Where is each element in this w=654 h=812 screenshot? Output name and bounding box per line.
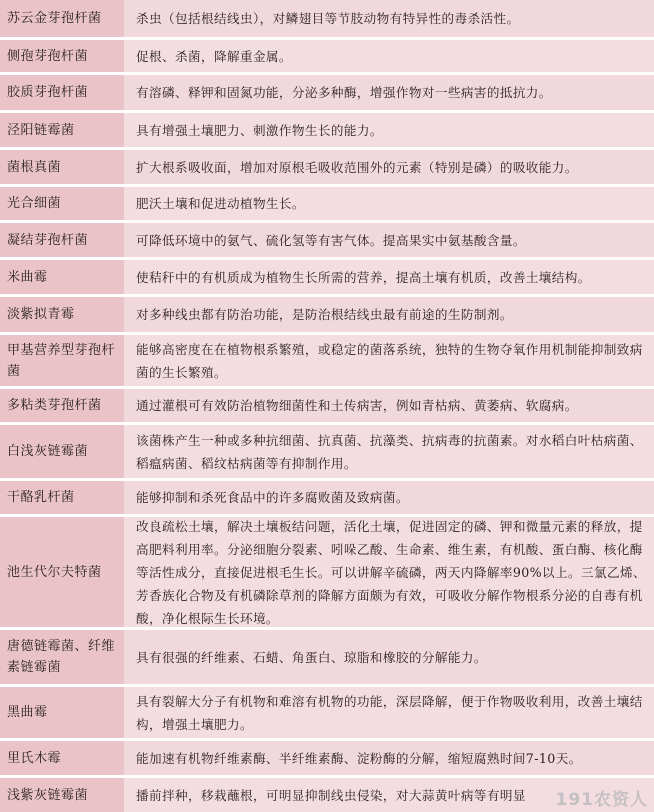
strain-function: 杀虫（包括根结线虫），对鳞翅目等节肢动物有特异性的毒杀活性。 [124,0,654,37]
table-row [0,75,654,110]
table-row [0,223,654,257]
row-divider [0,478,654,481]
table-row [0,425,654,478]
strain-function: 肥沃土壤和促进动植物生长。 [124,187,654,220]
strain-name: 胶质芽孢杆菌 [0,75,122,110]
row-divider [0,257,654,260]
row-divider [0,184,654,187]
table-row [0,517,654,627]
strain-function: 扩大根系吸收面，增加对原根毛吸收范围外的元素（特别是磷）的吸收能力。 [124,150,654,184]
strain-name: 里氏木霉 [0,741,122,775]
strain-function: 改良疏松土壤，解决土壤板结问题，活化土壤，促进固定的磷、钾和微量元素的释放，提高肥料利用率。分泌细胞分裂素、吲哚乙酸、生命素、维生素，有机酸、蛋白酶、核化酶等活性成分，直接促进根毛生长。可以讲解辛硫磷，两天内降解率90%以上。三氯乙烯、芳香族化合物及有机磷除草剂的降解方面颇为有效，可吸收分解作物根系分泌的自毒有机酸，净化根际生长环境。 [124,517,654,627]
strain-function: 能够高密度在在植物根系繁殖，或稳定的菌落系统，独特的生物夺氧作用机制能抑制致病菌的生长繁殖。 [124,335,654,386]
row-divider [0,684,654,687]
strain-name: 光合细菌 [0,187,122,220]
strain-name: 泾阳链霉菌 [0,113,122,147]
row-divider [0,72,654,75]
row-divider [0,386,654,389]
strain-function: 促根、杀菌，降解重金属。 [124,40,654,72]
strain-name: 凝结芽孢杆菌 [0,223,122,257]
table-row [0,481,654,514]
table-row [0,389,654,422]
table-row [0,297,654,332]
strain-function: 使秸秆中的有机质成为植物生长所需的营养，提高土壤有机质，改善土壤结构。 [124,260,654,294]
strain-function: 具有增强土壤肥力、刺激作物生长的能力。 [124,113,654,147]
table-row [0,150,654,184]
strain-name: 淡紫拟青霉 [0,297,122,332]
strain-function: 可降低环境中的氨气、硫化氢等有害气体。提高果实中氨基酸含量。 [124,223,654,257]
strain-function: 具有很强的纤维素、石蜡、角蛋白、琼脂和橡胶的分解能力。 [124,630,654,684]
strain-name: 池生代尔夫特菌 [0,517,122,627]
strain-name: 白浅灰链霉菌 [0,425,122,478]
strain-function: 播前拌种，移栽蘸根，可明显抑制线虫侵染，对大蒜黄叶病等有明显 [124,778,654,812]
row-divider [0,422,654,425]
watermark: 191农资人 [555,790,648,810]
strain-name: 米曲霉 [0,260,122,294]
table-row [0,687,654,738]
strain-function: 具有裂解大分子有机物和难溶有机物的功能，深层降解，便于作物吸收利用，改善土壤结构，增强土壤肥力。 [124,687,654,738]
table-row [0,741,654,775]
table-row [0,0,654,37]
strain-name: 苏云金芽孢杆菌 [0,0,122,37]
strain-name: 黑曲霉 [0,687,122,738]
table-row [0,40,654,72]
strain-function: 该菌株产生一种或多种抗细菌、抗真菌、抗藻类、抗病毒的抗菌素。对水稻白叶枯病菌、稻瘟病菌、稻纹枯病菌等有抑制作用。 [124,425,654,478]
strain-function: 对多种线虫都有防治功能，是防治根结线虫最有前途的生防制剂。 [124,297,654,332]
strain-name: 多粘类芽孢杆菌 [0,389,122,422]
strain-function: 通过灌根可有效防治植物细菌性和土传病害，例如青枯病、黄萎病、软腐病。 [124,389,654,422]
row-divider [0,738,654,741]
strain-name: 菌根真菌 [0,150,122,184]
row-divider [0,775,654,778]
table-row [0,335,654,386]
row-divider [0,110,654,113]
strain-function: 能够抑制和杀死食品中的许多腐败菌及致病菌。 [124,481,654,514]
table-row [0,113,654,147]
table-row [0,260,654,294]
row-divider [0,514,654,517]
table-row [0,630,654,684]
row-divider [0,627,654,630]
strain-name: 浅紫灰链霉菌 [0,778,122,812]
row-divider [0,37,654,40]
strain-name: 唐德链霉菌、纤维素链霉菌 [0,630,122,684]
table-row [0,187,654,220]
row-divider [0,294,654,297]
row-divider [0,220,654,223]
strain-function: 能加速有机物纤维素酶、半纤维素酶、淀粉酶的分解，缩短腐熟时间7-10天。 [124,741,654,775]
strain-name: 侧孢芽孢杆菌 [0,40,122,72]
row-divider [0,147,654,150]
row-divider [0,332,654,335]
strain-name: 干酪乳杆菌 [0,481,122,514]
strain-name: 甲基营养型芽孢杆菌 [0,335,122,386]
strain-function: 有溶磷、释钾和固氮功能，分泌多种酶，增强作物对一些病害的抵抗力。 [124,75,654,110]
